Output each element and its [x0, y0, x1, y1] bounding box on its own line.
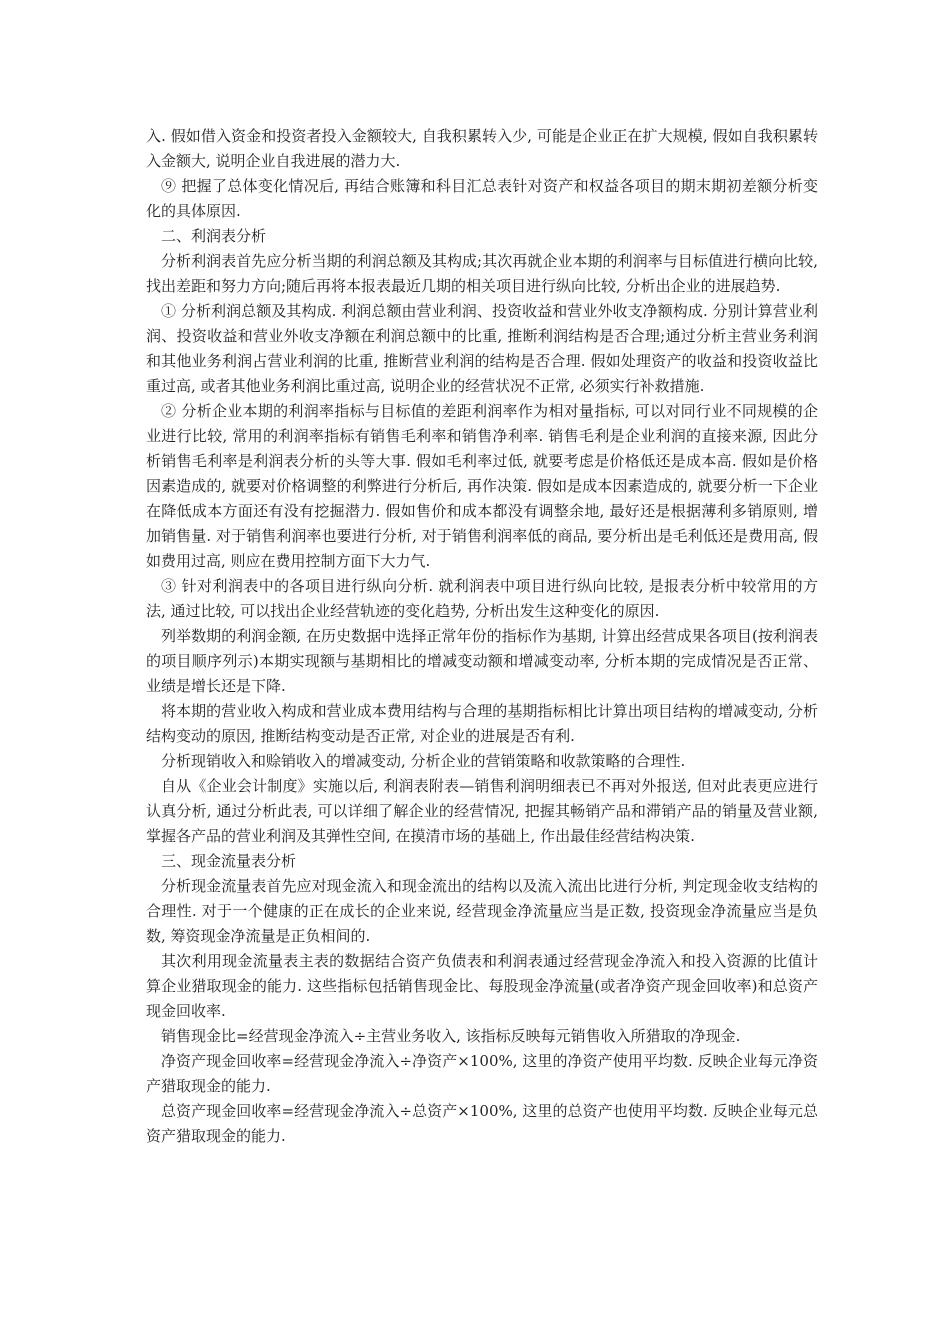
section-heading-cash-flow: 三、现金流量表分析: [161, 852, 297, 870]
paragraph-continuation: 入. 假如借入资金和投资者投入金额较大, 自我积累转入少, 可能是企业正在扩大规模, 假如自我积累转入金额大, 说明企业自我进展的潜力大.: [146, 127, 818, 170]
section-heading-income-statement: 二、利润表分析: [161, 227, 267, 245]
paragraph-income-intro: 分析利润表首先应分析当期的利润总额及其构成;其次再就企业本期的利润率与目标值进行横向比较, 找出差距和努力方向;随后再将本报表最近几期的相关项目进行纵向比较, 分析出企业的进展趋势.: [146, 252, 818, 295]
document-body: [146, 124, 818, 1149]
paragraph-total-asset-cash-recovery: 总资产现金回收率=经营现金净流入÷总资产×100%, 这里的总资产也使用平均数. 反映企业每元总资产猎取现金的能力.: [146, 1102, 818, 1145]
paragraph-item-1: ① 分析利润总额及其构成. 利润总额由营业利润、投资收益和营业外收支净额构成. 分别计算营业利润、投资收益和营业外收支净额在利润总额中的比重, 推断利润结构是否合理;通过分析主营业务利润和其他业务利润占营业利润的比重, 推断营业利润的结构是否合理. 假如处理资产的收益和投资收益比重过高, 或者其他业务利润比重过高, 说明企业的经营状况不正常, 必须实行补救措施.: [146, 302, 818, 395]
paragraph-net-asset-cash-recovery: 净资产现金回收率=经营现金净流入÷净资产×100%, 这里的净资产使用平均数. 反映企业每元净资产猎取现金的能力.: [146, 1052, 818, 1095]
paragraph-item-9: ⑨ 把握了总体变化情况后, 再结合账簿和科目汇总表针对资产和权益各项目的期末期初差额分析变化的具体原因.: [146, 177, 818, 220]
paragraph-revenue-structure: 将本期的营业收入构成和营业成本费用结构与合理的基期指标相比计算出项目结构的增减变动, 分析结构变动的原因, 推断结构变动是否正常, 对企业的进展是否有利.: [146, 702, 818, 745]
paragraph-sales-cash-ratio: 销售现金比=经营现金净流入÷主营业务收入, 该指标反映每元销售收入所猎取的净现金.: [161, 1027, 741, 1045]
paragraph-cash-flow-intro: 分析现金流量表首先应对现金流入和现金流出的结构以及流入流出比进行分析, 判定现金收支结构的合理性. 对于一个健康的正在成长的企业来说, 经营现金净流量应当是正数, 投资现金净流量应当是负数, 筹资现金净流量是正负相间的.: [146, 877, 818, 945]
paragraph-cash-ability: 其次利用现金流量表主表的数据结合资产负债表和利润表通过经营现金净流入和投入资源的比值计算企业猎取现金的能力. 这些指标包括销售现金比、每股现金净流量(或者净资产现金回收率)和总资产现金回收率.: [146, 952, 818, 1020]
paragraph-item-3: ③ 针对利润表中的各项目进行纵向分析. 就利润表中项目进行纵向比较, 是报表分析中较常用的方法, 通过比较, 可以找出企业经营轨迹的变化趋势, 分析出发生这种变化的原因.: [146, 577, 818, 620]
paragraph-profit-list: 列举数期的利润金额, 在历史数据中选择正常年份的指标作为基期, 计算出经营成果各项目(按利润表的项目顺序列示)本期实现额与基期相比的增减变动额和增减变动率, 分析本期的完成情况是否正常、业绩是增长还是下降.: [146, 627, 818, 695]
paragraph-item-2: ② 分析企业本期的利润率指标与目标值的差距利润率作为相对量指标, 可以对同行业不同规模的企业进行比较, 常用的利润率指标有销售毛利率和销售净利率. 销售毛利是企业利润的直接来源, 因此分析销售毛利率是利润表分析的头等大事. 假如毛利率过低, 就要考虑是价格低还是成本高. 假如是价格因素造成的, 就要对价格调整的利弊进行分析后, 再作决策. 假如是成本因素造成的, 就要分析一下企业在降低成本方面还有没有挖掘潜力. 假如售价和成本都没有调整余地, 最好还是根据薄利多销原则, 增加销售量. 对于销售利润率也要进行分析, 对于销售利润率低的商品, 要分析出是毛利低还是费用高, 假如费用过高, 则应在费用控制方面下大力气.: [146, 402, 818, 570]
paragraph-accounting-system: 自从《企业会计制度》实施以后, 利润表附表—销售利润明细表已不再对外报送, 但对此表更应进行认真分析, 通过分析此表, 可以详细了解企业的经营情况, 把握其畅销产品和滞销产品的销量及营业额, 掌握各产品的营业利润及其弹性空间, 在摸清市场的基础上, 作出最佳经营结构决策.: [146, 777, 818, 845]
paragraph-cash-credit-sales: 分析现销收入和赊销收入的增减变动, 分析企业的营销策略和收款策略的合理性.: [161, 752, 686, 770]
